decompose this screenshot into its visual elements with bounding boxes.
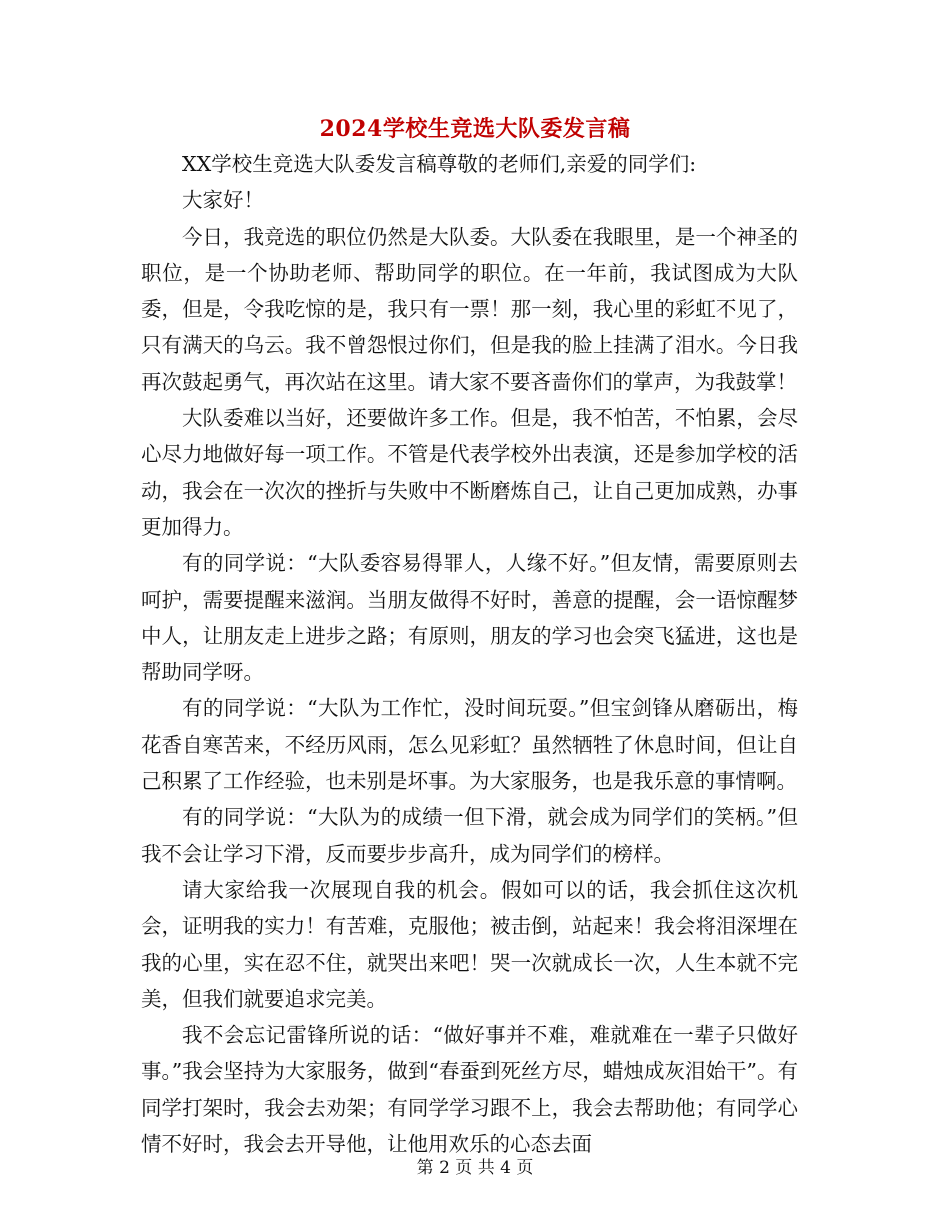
paragraph: 我不会忘记雷锋所说的话：“做好事并不难，难就难在一辈子只做好事。”我会坚持为大家服务，做到“春蚕到死丝方尽，蜡烛成灰泪始干”。有同学打架时，我会去劝架；有同学学习跟不上，我会去帮助他；有同学心情不好时，我会去开导他，让他用欢乐的心态去面 xyxy=(141,1023,798,1157)
document-body xyxy=(141,146,798,1162)
paragraph: 有的同学说：“大队委容易得罪人，人缘不好。”但友情，需要原则去呵护，需要提醒来滋润。当朋友做得不好时，善意的提醒，会一语惊醒梦中人，让朋友走上进步之路；有原则，朋友的学习也会突飞猛进，这也是帮助同学呀。 xyxy=(141,551,798,685)
paragraph: 请大家给我一次展现自我的机会。假如可以的话，我会抓住这次机会，证明我的实力！有苦难，克服他；被击倒，站起来！我会将泪深埋在我的心里，实在忍不住，就哭出来吧！哭一次就成长一次，人生本就不完美，但我们就要追求完美。 xyxy=(141,877,798,1011)
paragraph: 今日，我竞选的职位仍然是大队委。大队委在我眼里，是一个神圣的职位，是一个协助老师、帮助同学的职位。在一年前，我试图成为大队委，但是，令我吃惊的是，我只有一票！那一刻，我心里的彩虹不见了，只有满天的乌云。我不曾怨恨过你们，但是我的脸上挂满了泪水。今日我再次鼓起勇气，再次站在这里。请大家不要吝啬你们的掌声，为我鼓掌！ xyxy=(141,224,798,394)
paragraph: 有的同学说：“大队为工作忙，没时间玩耍。”但宝剑锋从磨砺出，梅花香自寒苦来，不经历风雨，怎么见彩虹？虽然牺牲了休息时间，但让自己积累了工作经验，也未别是坏事。为大家服务，也是我乐意的事情啊。 xyxy=(141,696,798,794)
document-title: 2024学校生竞选大队委发言稿 xyxy=(319,116,631,142)
paragraph: 大队委难以当好，还要做许多工作。但是，我不怕苦，不怕累，会尽心尽力地做好每一项工作。不管是代表学校外出表演，还是参加学校的活动，我会在一次次的挫折与失败中不断磨炼自己，让自己更加成熟，办事更加得力。 xyxy=(141,406,798,539)
paragraph: 大家好！ xyxy=(182,188,264,213)
paragraph: XX学校生竞选大队委发言稿尊敬的老师们,亲爱的同学们: xyxy=(182,152,697,176)
paragraph: 有的同学说：“大队为的成绩一但下滑，就会成为同学们的笑柄。”但我不会让学习下滑，反而要步步高升，成为同学们的榜样。 xyxy=(141,805,798,866)
page-footer: 第 2 页 共 4 页 xyxy=(416,1158,534,1178)
